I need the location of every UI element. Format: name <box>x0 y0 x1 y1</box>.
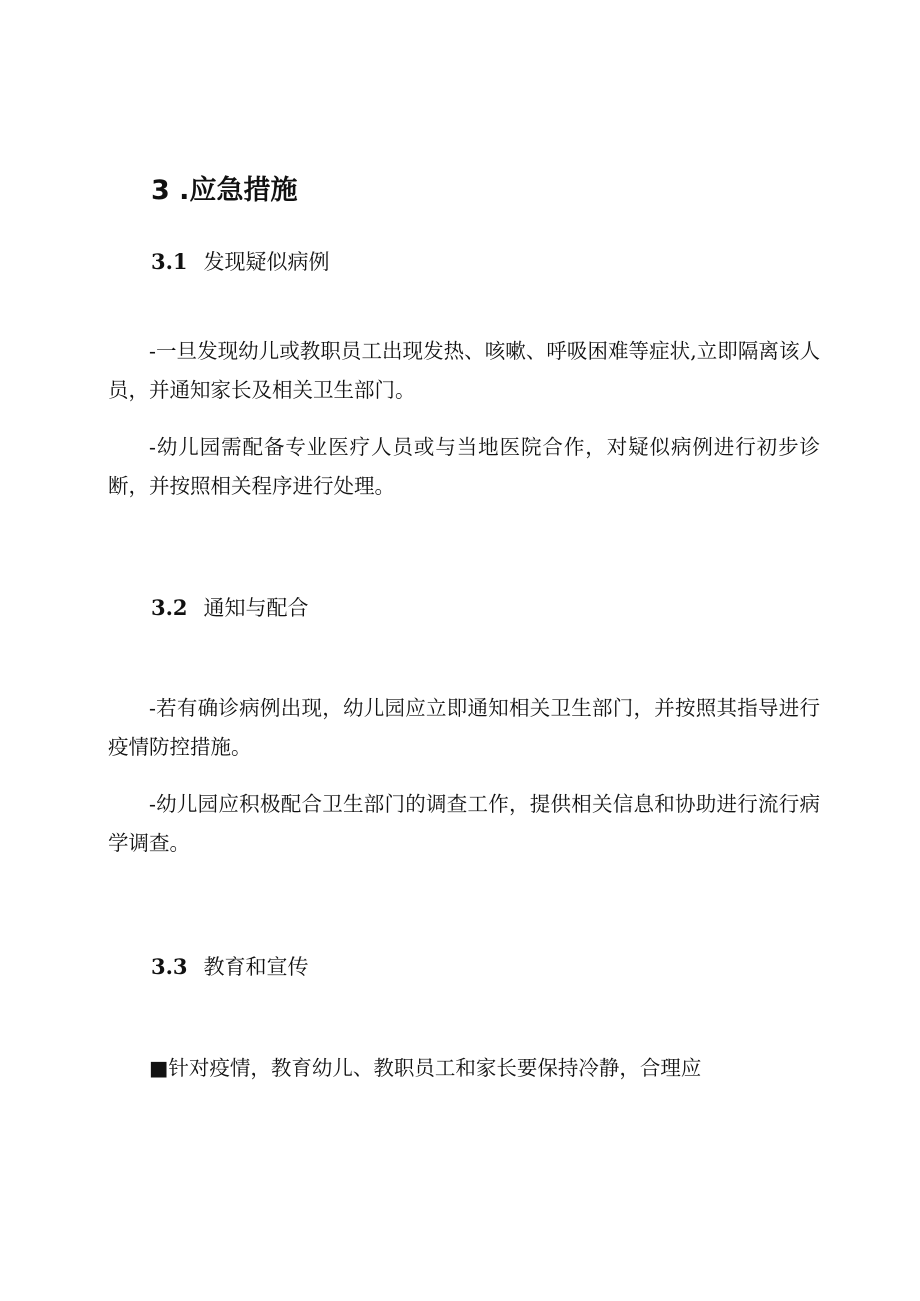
subsection-number: 3.3 <box>151 954 188 979</box>
section-heading: 3 .应急措施 <box>151 175 298 206</box>
subsection-title: 发现疑似病例 <box>203 250 330 274</box>
paragraph: -若有确诊病例出现，幼儿园应立即通知相关卫生部门，并按照其指导进行疫情防控措施。 <box>108 696 820 759</box>
subsection-heading-3-2 <box>151 592 309 622</box>
subsection-heading-3-3 <box>151 951 309 981</box>
subsection-number: 3.1 <box>151 249 188 274</box>
paragraph: -幼儿园需配备专业医疗人员或与当地医院合作，对疑似病例进行初步诊断，并按照相关程序进行处理。 <box>108 435 820 498</box>
paragraph: -一旦发现幼儿或教职员工出现发热、咳嗽、呼吸困难等症状,立即隔离该人员，并通知家长及相关卫生部门。 <box>108 339 820 402</box>
paragraph: ■针对疫情，教育幼儿、教职员工和家长要保持冷静，合理应 <box>149 1056 702 1080</box>
subsection-title: 教育和宣传 <box>203 955 309 979</box>
paragraph: -幼儿园应积极配合卫生部门的调查工作，提供相关信息和协助进行流行病学调查。 <box>108 792 820 855</box>
subsection-number: 3.2 <box>151 595 188 620</box>
subsection-title: 通知与配合 <box>203 596 309 620</box>
subsection-heading-3-1 <box>151 246 330 276</box>
